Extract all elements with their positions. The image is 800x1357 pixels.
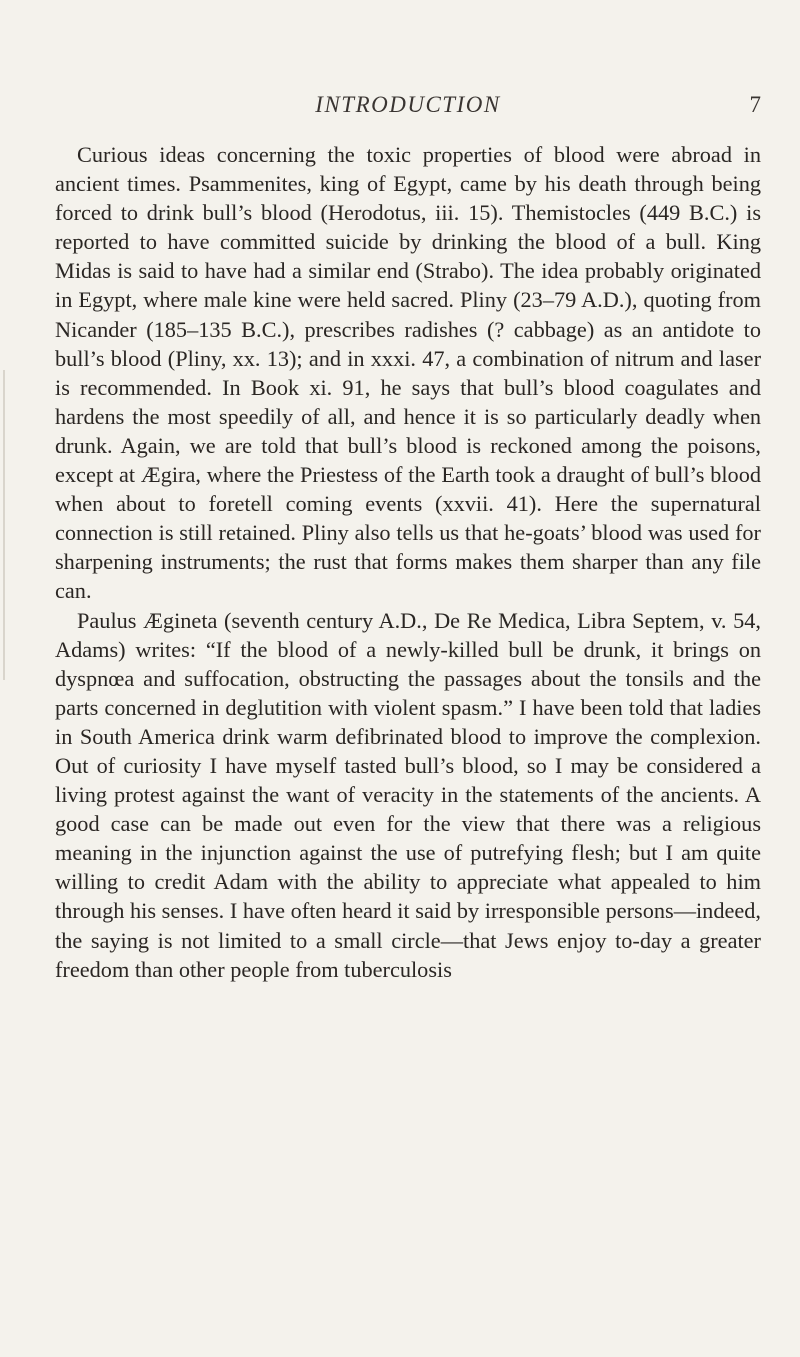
running-head [55, 92, 761, 122]
paragraph-2: Paulus Ægineta (seventh century A.D., De Re Medica, Libra Septem, v. 54, Adams) writes: “If the blood of a newly-killed bull be drunk, it brings on dyspnœa and suffocation, obstructing the passages about the tonsils and the parts concerned in deglutition with violent spasm.” I have been told that ladies in South America drink warm defibrinated blood to improve the complexion. Out of curiosity I have myself tasted bull’s blood, so I may be considered a living protest against the want of veracity in the statements of the ancients. A good case can be made out even for the view that there was a religious meaning in the injunction against the use of putrefying flesh; but I am quite willing to credit Adam with the ability to appreciate what appealed to him through his senses. I have often heard it said by irresponsible persons—indeed, the saying is not limited to a small circle—that Jews enjoy to-day a greater freedom than other people from tuberculosis [55, 607, 761, 982]
body-text [55, 140, 761, 984]
margin-shadow [3, 370, 5, 680]
paragraph-1: Curious ideas concerning the toxic properties of blood were abroad in ancient times. Psammenites, king of Egypt, came by his death through being forced to drink bull’s blood (Herodotus, iii. 15). Themistocles (449 B.C.) is reported to have committed suicide by drinking the blood of a bull. King Midas is said to have had a similar end (Strabo). The idea probably originated in Egypt, where male kine were held sacred. Pliny (23–79 A.D.), quoting from Nicander (185–135 B.C.), prescribes radishes (? cabbage) as an antidote to bull’s blood (Pliny, xx. 13); and in xxxi. 47, a combination of nitrum and laser is recommended. In Book xi. 91, he says that bull’s blood coagulates and hardens the most speedily of all, and hence it is so particularly deadly when drunk. Again, we are told that bull’s blood is reckoned among the poisons, except at Ægira, where the Priestess of the Earth took a draught of bull’s blood when about to foretell coming events (xxvii. 41). Here the supernatural connection is still retained. Pliny also tells us that he-goats’ blood was used for sharpening instruments; the rust that forms makes them sharper than any file can. [55, 142, 761, 604]
page-number: 7 [749, 92, 761, 117]
running-title: INTRODUCTION [315, 92, 501, 117]
